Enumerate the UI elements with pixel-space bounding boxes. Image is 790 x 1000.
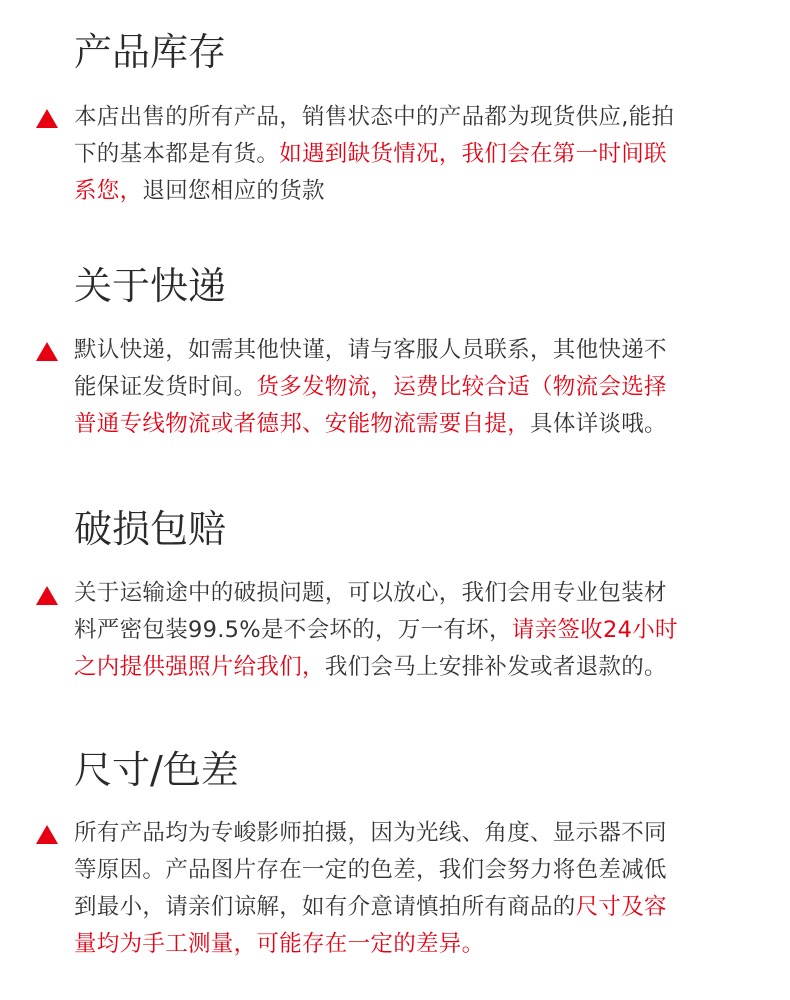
text-segment: 退回您相应的货款 [142, 178, 325, 204]
section-paragraph [74, 815, 754, 963]
section-title: 破损包赔 [74, 507, 227, 551]
paragraph-line [74, 173, 754, 210]
section-paragraph [74, 332, 754, 443]
text-segment: 下的基本都是有货。 [74, 141, 280, 167]
text-segment: 等原因。产品图片存在一定的色差，我们会努力将色差减低 [74, 857, 667, 883]
highlight-text-segment: 货多发物流，运费比较合适（物流会选择 [256, 374, 667, 400]
red-triangle-bullet-icon [36, 825, 58, 844]
red-triangle-bullet-icon [36, 342, 58, 361]
highlight-text-segment: 量均为手工测量，可能存在一定的差异。 [74, 931, 485, 957]
text-segment: 所有产品均为专峻影师拍摄，因为光线、角度、显示器不同 [74, 820, 667, 846]
paragraph-line [74, 332, 754, 369]
paragraph-line [74, 889, 754, 926]
section-paragraph [74, 575, 754, 686]
text-segment: 具体详谈哦。 [530, 411, 667, 437]
paragraph-line [74, 575, 754, 612]
highlight-text-segment: 如遇到缺货情况，我们会在第一时间联 [279, 141, 667, 167]
highlight-text-segment: 系您， [74, 178, 143, 204]
section-title: 关于快递 [74, 264, 227, 308]
paragraph-line [74, 649, 754, 686]
section-title: 产品库存 [74, 30, 227, 74]
red-triangle-bullet-icon [36, 109, 58, 128]
red-triangle-bullet-icon [36, 586, 58, 605]
text-segment: 料严密包装99.5%是不会坏的，万一有坏， [74, 617, 512, 643]
section-title: 尺寸/色差 [74, 748, 239, 792]
paragraph-line [74, 852, 754, 889]
highlight-text-segment: 之内提供强照片给我们， [74, 654, 325, 680]
text-segment: 默认快递，如需其他快谨，请与客服人员联系，其他快递不 [74, 337, 667, 363]
paragraph-line [74, 815, 754, 852]
text-segment: 能保证发货时间。 [74, 374, 257, 400]
paragraph-line [74, 406, 754, 443]
text-segment: 我们会马上安排补发或者退款的。 [324, 654, 667, 680]
highlight-text-segment: 请亲签收24小时 [511, 617, 678, 643]
paragraph-line [74, 926, 754, 963]
paragraph-line [74, 136, 754, 173]
text-segment: 本店出售的所有产品，销售状态中的产品都为现货供应,能拍 [74, 104, 675, 130]
text-segment: 到最小，请亲们谅解，如有介意请慎拍所有商品的 [74, 894, 576, 920]
text-segment: 关于运输途中的破损问题，可以放心，我们会用专业包装材 [74, 580, 667, 606]
highlight-text-segment: 普通专线物流或者德邦、安能物流需要自提， [74, 411, 531, 437]
paragraph-line [74, 612, 754, 649]
section-paragraph [74, 99, 754, 210]
paragraph-line [74, 369, 754, 406]
highlight-text-segment: 尺寸及容 [575, 894, 667, 920]
paragraph-line [74, 99, 754, 136]
